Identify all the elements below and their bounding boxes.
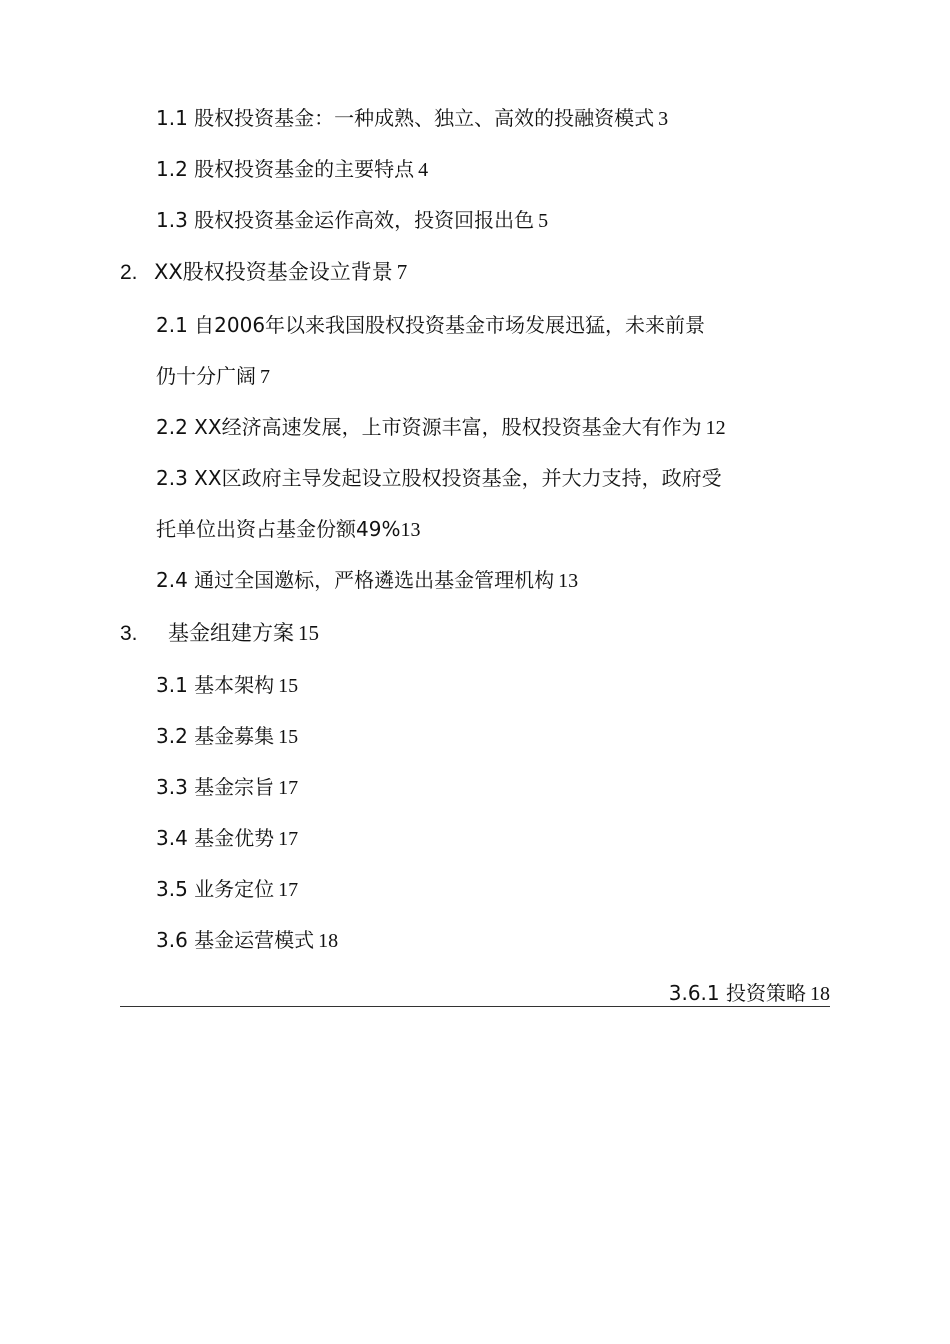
toc-page-number: 17 — [278, 879, 299, 901]
toc-entry-3-4[interactable] — [156, 824, 298, 853]
toc-page-number: 7 — [396, 260, 408, 284]
toc-page-number: 18 — [318, 930, 339, 952]
toc-entry-2[interactable] — [120, 258, 407, 287]
toc-entry-3-6-1[interactable] — [120, 980, 830, 1007]
toc-page-number: 15 — [278, 726, 299, 748]
toc-entry-label: XX股权投资基金设立背景 — [154, 260, 393, 284]
toc-page-number: 17 — [278, 828, 299, 850]
toc-entry-label: 3.6.1 投资策略 — [668, 981, 806, 1005]
toc-entry-number: 2. — [120, 261, 138, 284]
toc-page-number: 13 — [558, 570, 579, 592]
toc-page-number: 12 — [705, 417, 726, 439]
toc-entry-1-1[interactable] — [156, 104, 668, 133]
toc-entry-1-3[interactable] — [156, 206, 548, 235]
toc-entry-label: 3.5 业务定位 — [156, 877, 275, 901]
toc-page-number: 18 — [810, 983, 830, 1005]
toc-page-number: 15 — [298, 621, 319, 645]
toc-entry-label-line1: 2.3 XX区政府主导发起设立股权投资基金，并大力支持，政府受 — [156, 466, 722, 490]
toc-page-number: 4 — [418, 159, 429, 181]
toc-entry-3[interactable] — [120, 619, 319, 648]
toc-entry-3-2[interactable] — [156, 722, 298, 751]
toc-entry-label-line2: 托单位出资占基金份额49% — [156, 517, 401, 541]
toc-entry-2-1[interactable] — [156, 311, 705, 339]
toc-entry-label: 3.3 基金宗旨 — [156, 775, 275, 799]
toc-entry-label: 2.2 XX经济高速发展，上市资源丰富，股权投资基金大有作为 — [156, 415, 702, 439]
toc-entry-2-3-continued[interactable] — [156, 515, 420, 544]
toc-entry-3-6[interactable] — [156, 926, 338, 955]
toc-entry-2-4[interactable] — [156, 566, 578, 595]
toc-entry-3-1[interactable] — [156, 671, 298, 700]
toc-entry-2-3[interactable] — [156, 464, 722, 492]
toc-page-number: 7 — [260, 366, 270, 388]
toc-entry-label: 2.4 通过全国邀标，严格遴选出基金管理机构 — [156, 568, 555, 592]
toc-entry-label: 基金组建方案 — [168, 621, 294, 645]
toc-entry-label: 3.4 基金优势 — [156, 826, 275, 850]
toc-entry-number: 3. — [120, 622, 138, 645]
toc-page-number: 5 — [538, 210, 549, 232]
toc-entry-3-5[interactable] — [156, 875, 298, 904]
toc-page-number: 17 — [278, 777, 299, 799]
toc-entry-label-line1: 2.1 自2006年以来我国股权投资基金市场发展迅猛，未来前景 — [156, 313, 706, 337]
toc-entry-2-1-continued[interactable] — [156, 362, 270, 391]
toc-entry-label: 3.2 基金募集 — [156, 724, 275, 748]
toc-page-number: 15 — [278, 675, 299, 697]
toc-entry-2-2[interactable] — [156, 413, 726, 442]
toc-entry-3-3[interactable] — [156, 773, 298, 802]
toc-entry-label: 1.3 股权投资基金运作高效，投资回报出色 — [156, 208, 535, 232]
toc-entry-label: 3.1 基本架构 — [156, 673, 275, 697]
toc-entry-label: 1.1 股权投资基金：一种成熟、独立、高效的投融资模式 — [156, 106, 655, 130]
toc-entry-label-line2: 仍十分广阔 — [156, 364, 256, 388]
toc-page-number: 13 — [400, 519, 421, 541]
toc-entry-1-2[interactable] — [156, 155, 428, 184]
toc-entry-label: 1.2 股权投资基金的主要特点 — [156, 157, 415, 181]
toc-page-number: 3 — [658, 108, 669, 130]
toc-entry-label: 3.6 基金运营模式 — [156, 928, 315, 952]
